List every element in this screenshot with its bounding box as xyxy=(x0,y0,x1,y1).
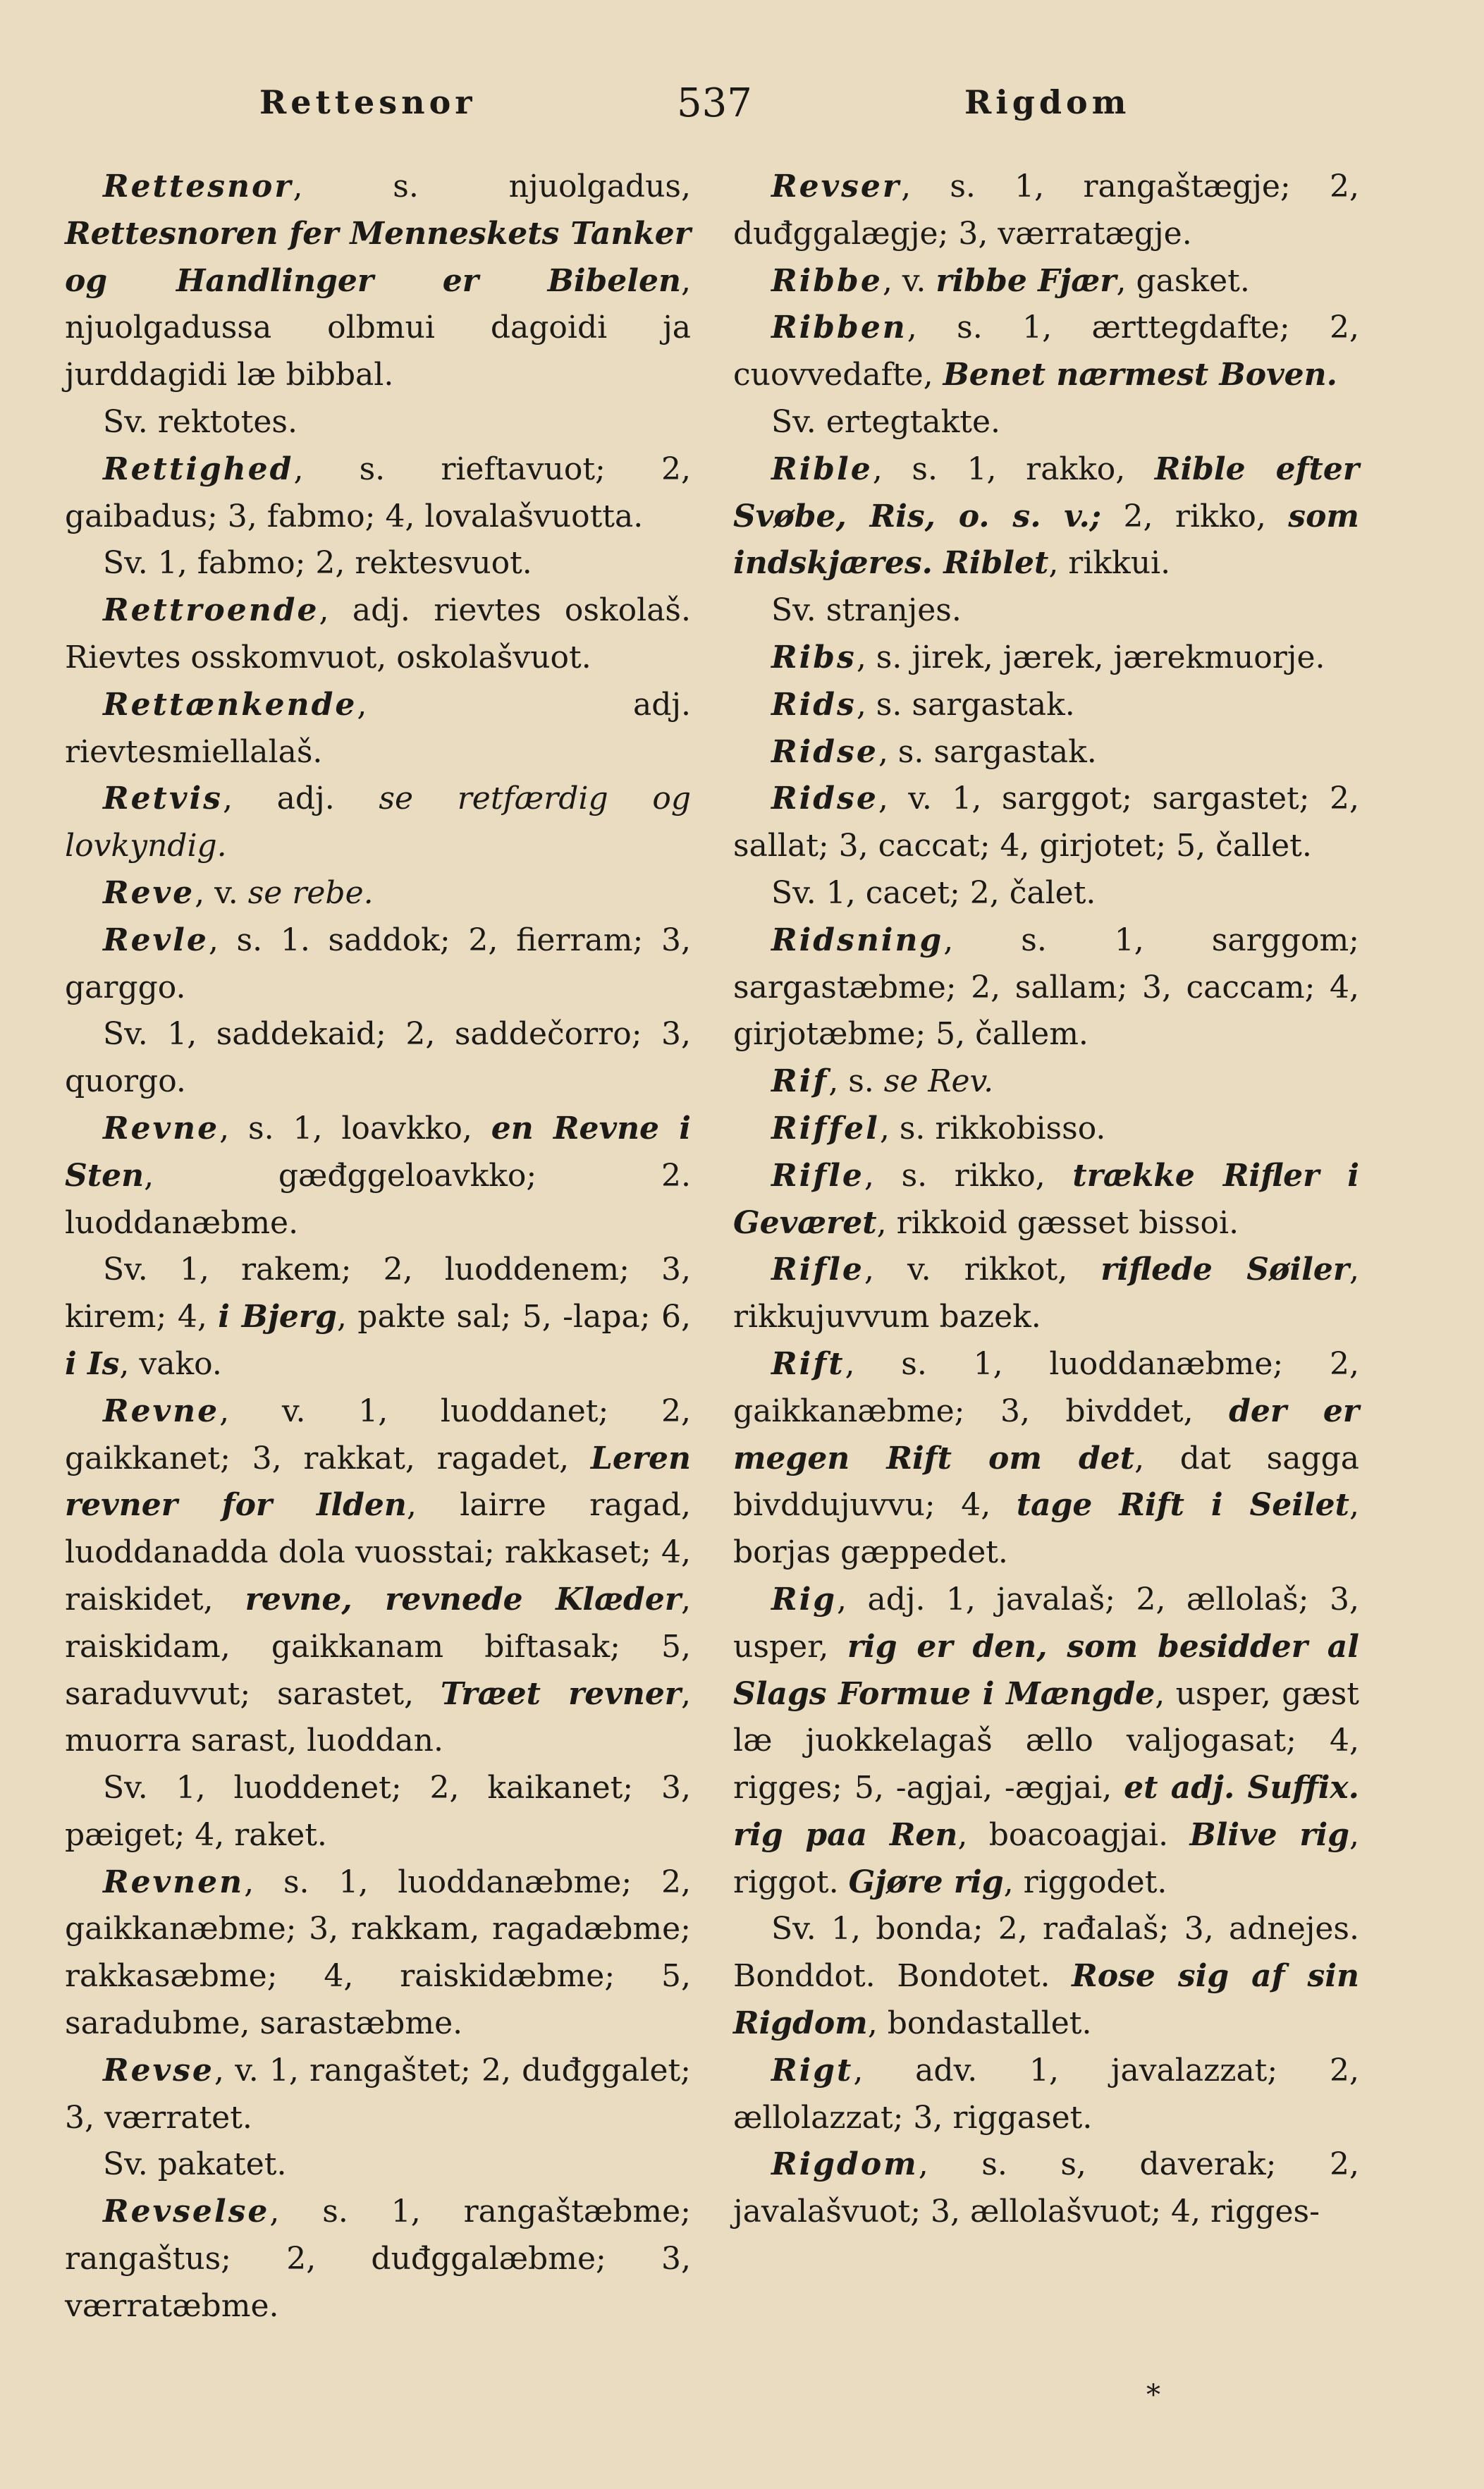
headword: Rifle xyxy=(771,1252,864,1288)
dictionary-entry xyxy=(733,1341,1359,1577)
entry-text: , s. njuolgadus, xyxy=(293,169,691,204)
entry-text: , adj. rievtes oskolaš. Rievtes osskomvuot, oskolašvuot. xyxy=(65,592,691,675)
entry-text: , gæđggeloavkko; 2. luoddanæbme. xyxy=(65,1157,691,1241)
entry-text: , v. 1, luoddanet; 2, gaikkanet; 3, rakkat, ragadet, xyxy=(65,1393,691,1476)
headword: Ribs xyxy=(771,639,857,675)
dictionary-subentry xyxy=(733,870,1359,917)
dictionary-subentry xyxy=(65,540,691,587)
dictionary-entry xyxy=(733,729,1359,776)
entry-text: Sv. 1, saddekaid; 2, saddečorro; 3, quorgo. xyxy=(65,1016,691,1100)
headword: Revne xyxy=(103,1110,220,1146)
example-text: rig er den, som besidder al Slags Formue i Mængde xyxy=(733,1628,1359,1712)
entry-text: , vako. xyxy=(119,1345,222,1382)
example-text: se retfærdig og lovkyndig. xyxy=(65,781,691,864)
dictionary-entry xyxy=(65,587,691,682)
entry-text: , raiskidam, gaikkanam biftasak; 5, saraduvvut; sarastet, xyxy=(65,1581,691,1712)
headword: Rigdom xyxy=(771,2146,919,2183)
dictionary-entry xyxy=(733,1058,1359,1106)
left-column xyxy=(65,164,691,2330)
dictionary-entry xyxy=(65,164,691,399)
entry-text: , s. sargastak. xyxy=(856,686,1075,723)
headword: Revselse xyxy=(103,2194,270,2230)
entry-text: , s. s, daverak; 2, javalašvuot; 3, ællolašvuot; 4, rigges- xyxy=(733,2146,1359,2230)
example-text: et adj. Suffix. rig paa Ren xyxy=(733,1770,1359,1853)
headword: Ridse xyxy=(771,733,878,770)
dictionary-entry xyxy=(733,635,1359,682)
entry-text: , usper, gæst læ juokkelagaš ællo valjogasat; 4, rigges; 5, -agjai, -ægjai, xyxy=(733,1675,1359,1806)
entry-text: , lairre ragad, luoddanadda dola vuosstai; rakkaset; 4, raiskidet, xyxy=(65,1487,691,1617)
entry-text: , adv. 1, javalazzat; 2, ællolazzat; 3, riggaset. xyxy=(733,2052,1359,2136)
example-text: revne, revnede Klæder xyxy=(245,1581,681,1617)
dictionary-entry xyxy=(65,1388,691,1765)
dictionary-entry xyxy=(733,164,1359,258)
example-text: i Is xyxy=(65,1345,120,1382)
example-text: Rettesnoren fer Menneskets Tanker og Handlinger er Bibelen xyxy=(65,215,691,299)
entry-text: Sv. ertegtakte. xyxy=(771,403,1000,440)
entry-text: , s. 1, ærttegdafte; 2, cuovvedafte, xyxy=(733,310,1359,393)
entry-text: Sv. 1, cacet; 2, čalet. xyxy=(771,874,1096,911)
dictionary-entry xyxy=(733,305,1359,399)
dictionary-subentry xyxy=(65,1765,691,1859)
dictionary-subentry xyxy=(65,2141,691,2189)
headword: Retvis xyxy=(103,781,223,817)
entry-text: , v. rikkot, xyxy=(864,1252,1101,1288)
headword: Rettroende xyxy=(103,592,319,629)
entry-text: , njuolgadussa olbmui dagoidi ja jurddagidi læ bibbal. xyxy=(65,262,691,393)
entry-text: , riggot. xyxy=(733,1816,1359,1900)
headword: Ridsning xyxy=(771,922,944,958)
entry-text: , s. rikko, xyxy=(864,1157,1073,1194)
header-first-word: Rettesnor xyxy=(259,83,477,121)
entry-text: , borjas gæppedet. xyxy=(733,1487,1359,1571)
headword: Revnen xyxy=(103,1864,245,1900)
dictionary-entry xyxy=(65,917,691,1012)
example-text: ribbe Fjær xyxy=(936,262,1117,299)
entry-text: , s. sargastak. xyxy=(878,733,1097,770)
entry-text: Sv. 1, fabmo; 2, rektesvuot. xyxy=(103,545,532,582)
example-text: Blive rig xyxy=(1189,1816,1349,1853)
example-text: Rose sig af sin Rigdom xyxy=(733,1958,1359,2042)
example-text: se rebe. xyxy=(247,874,374,911)
entry-text: , s. 1, luoddanæbme; 2, gaikkanæbme; 3, bivddet, xyxy=(733,1345,1359,1429)
headword: Rettesnor xyxy=(103,169,293,204)
dictionary-entry xyxy=(65,2048,691,2142)
running-header xyxy=(0,80,1484,140)
example-text: se Rev. xyxy=(883,1063,994,1100)
headword: Revse xyxy=(103,2052,214,2089)
entry-text: Sv. stranjes. xyxy=(771,592,962,629)
dictionary-entry xyxy=(733,776,1359,870)
headword: Ridse xyxy=(771,781,878,817)
entry-text: , dat sagga bivddujuvvu; 4, xyxy=(733,1440,1359,1524)
dictionary-entry xyxy=(733,446,1359,587)
headword: Rettighed xyxy=(103,451,294,487)
example-text: som indskjæres. Riblet xyxy=(733,498,1359,582)
example-text: tage Rift i Seilet xyxy=(1016,1487,1349,1524)
example-text: Gjøre rig xyxy=(848,1864,1004,1900)
headword: Rettænkende xyxy=(103,686,357,723)
dictionary-entry xyxy=(733,2141,1359,2236)
entry-text: , v. 1, sarggot; sargastet; 2, sallat; 3, caccat; 4, girjotet; 5, čallet. xyxy=(733,781,1359,864)
example-text: trække Rifler i Geværet xyxy=(733,1157,1359,1241)
dictionary-entry xyxy=(733,1247,1359,1341)
example-text: Leren revner for Ilden xyxy=(65,1440,691,1524)
dictionary-entry xyxy=(733,1106,1359,1153)
entry-text: Sv. rektotes. xyxy=(103,403,298,440)
page-number: 537 xyxy=(677,80,752,126)
dictionary-subentry xyxy=(65,1011,691,1106)
signature-mark: * xyxy=(1146,2379,1160,2411)
entry-text: , muorra sarast, luoddan. xyxy=(65,1675,691,1759)
entry-text: , boacoagjai. xyxy=(957,1816,1190,1853)
headword: Ribben xyxy=(771,310,907,346)
entry-text: , rikkujuvvum bazek. xyxy=(733,1252,1360,1335)
headword: Rif xyxy=(771,1063,829,1100)
entry-text: , rikkui. xyxy=(1048,545,1171,582)
headword: Revle xyxy=(103,922,209,958)
headword: Revser xyxy=(771,169,902,204)
entry-text: , s. 1, luoddanæbme; 2, gaikkanæbme; 3, rakkam, ragadæbme; rakkasæbme; 4, raiskidæbme; 5, saradubme, sarastæbme. xyxy=(65,1864,691,2042)
example-text: der er megen Rift om det xyxy=(733,1393,1359,1476)
dictionary-entry xyxy=(65,682,691,776)
dictionary-subentry xyxy=(733,1906,1359,2047)
headword: Rig xyxy=(771,1581,838,1617)
entry-text: , pakte sal; 5, -lapa; 6, xyxy=(336,1299,691,1335)
dictionary-subentry xyxy=(65,1247,691,1388)
entry-text: Sv. 1, luoddenet; 2, kaikanet; 3, pæiget; 4, raket. xyxy=(65,1770,691,1853)
entry-text: , s. jirek, jærek, jærekmuorje. xyxy=(856,639,1325,675)
entry-text: , s. rieftavuot; 2, gaibadus; 3, fabmo; 4, lovalašvuotta. xyxy=(65,451,691,534)
dictionary-entry xyxy=(733,1577,1359,1907)
entry-text: , s. 1, loavkko, xyxy=(219,1110,491,1146)
headword: Reve xyxy=(103,874,195,911)
entry-text: , rikkoid gæsset bissoi. xyxy=(876,1204,1239,1241)
dictionary-entry xyxy=(65,776,691,870)
entry-text: , gasket. xyxy=(1116,262,1250,299)
dictionary-entry xyxy=(65,1859,691,2048)
example-text: en Revne i Sten xyxy=(65,1110,691,1194)
headword: Rids xyxy=(771,686,857,723)
entry-text: Sv. 1, bonda; 2, rađalaš; 3, adnejes. Bonddot. Bondotet. xyxy=(733,1911,1359,1995)
entry-text: , adj. rievtesmiellalaš. xyxy=(65,686,691,770)
entry-text: , s. 1, sarggom; sargastæbme; 2, sallam; 3, caccam; 4, girjotæbme; 5, čallem. xyxy=(733,922,1359,1053)
example-text: Træet revner xyxy=(440,1675,681,1712)
dictionary-subentry xyxy=(65,399,691,446)
headword: Rift xyxy=(771,1345,845,1382)
dictionary-entry xyxy=(65,2189,691,2330)
entry-text: , s. 1, rangaštægje; 2, duđggalægje; 3, værratægje. xyxy=(733,169,1359,252)
entry-text: , s. 1, rangaštæbme; rangaštus; 2, duđggalæbme; 3, værratæbme. xyxy=(65,2194,691,2324)
dictionary-entry xyxy=(733,258,1359,305)
entry-text: , riggodet. xyxy=(1003,1864,1167,1900)
headword: Rible xyxy=(771,451,873,487)
dictionary-entry xyxy=(733,2048,1359,2142)
dictionary-subentry xyxy=(733,399,1359,446)
headword: Rifle xyxy=(771,1157,864,1194)
entry-text: , adj. 1, javalaš; 2, ællolaš; 3, usper, xyxy=(733,1581,1359,1665)
dictionary-entry xyxy=(733,917,1359,1058)
example-text: riflede Søiler xyxy=(1100,1252,1350,1288)
entry-text: , s. rikkobisso. xyxy=(879,1110,1106,1146)
entry-text: , s. xyxy=(828,1063,884,1100)
right-column xyxy=(733,164,1359,2236)
entry-text: , v. xyxy=(195,874,248,911)
entry-text: 2, rikko, xyxy=(1101,498,1289,534)
dictionary-entry xyxy=(65,1106,691,1247)
entry-text: , bondastallet. xyxy=(867,2005,1092,2042)
dictionary-subentry xyxy=(733,587,1359,635)
entry-text: , s. 1. saddok; 2, fierram; 3, garggo. xyxy=(65,922,691,1005)
dictionary-entry xyxy=(733,1153,1359,1247)
dictionary-entry xyxy=(733,682,1359,729)
example-text: i Bjerg xyxy=(218,1299,337,1335)
entry-text: , s. 1, rakko, xyxy=(872,451,1155,487)
header-last-word: Rigdom xyxy=(964,83,1131,121)
headword: Revne xyxy=(103,1393,220,1429)
dictionary-entry xyxy=(65,870,691,917)
entry-text: Sv. 1, rakem; 2, luoddenem; 3, kirem; 4, xyxy=(65,1252,691,1335)
headword: Ribbe xyxy=(771,262,883,299)
dictionary-entry xyxy=(65,446,691,541)
headword: Riffel xyxy=(771,1110,880,1146)
entry-text: Sv. pakatet. xyxy=(103,2146,287,2183)
headword: Rigt xyxy=(771,2052,854,2089)
entry-text: , v. xyxy=(882,262,936,299)
entry-text: , v. 1, rangaštet; 2, duđggalet; 3, værratet. xyxy=(65,2052,691,2136)
example-text: Rible efter Svøbe, Ris, o. s. v.; xyxy=(733,451,1360,534)
entry-text: , adj. xyxy=(222,781,379,817)
example-text: Benet nærmest Boven. xyxy=(943,357,1337,393)
